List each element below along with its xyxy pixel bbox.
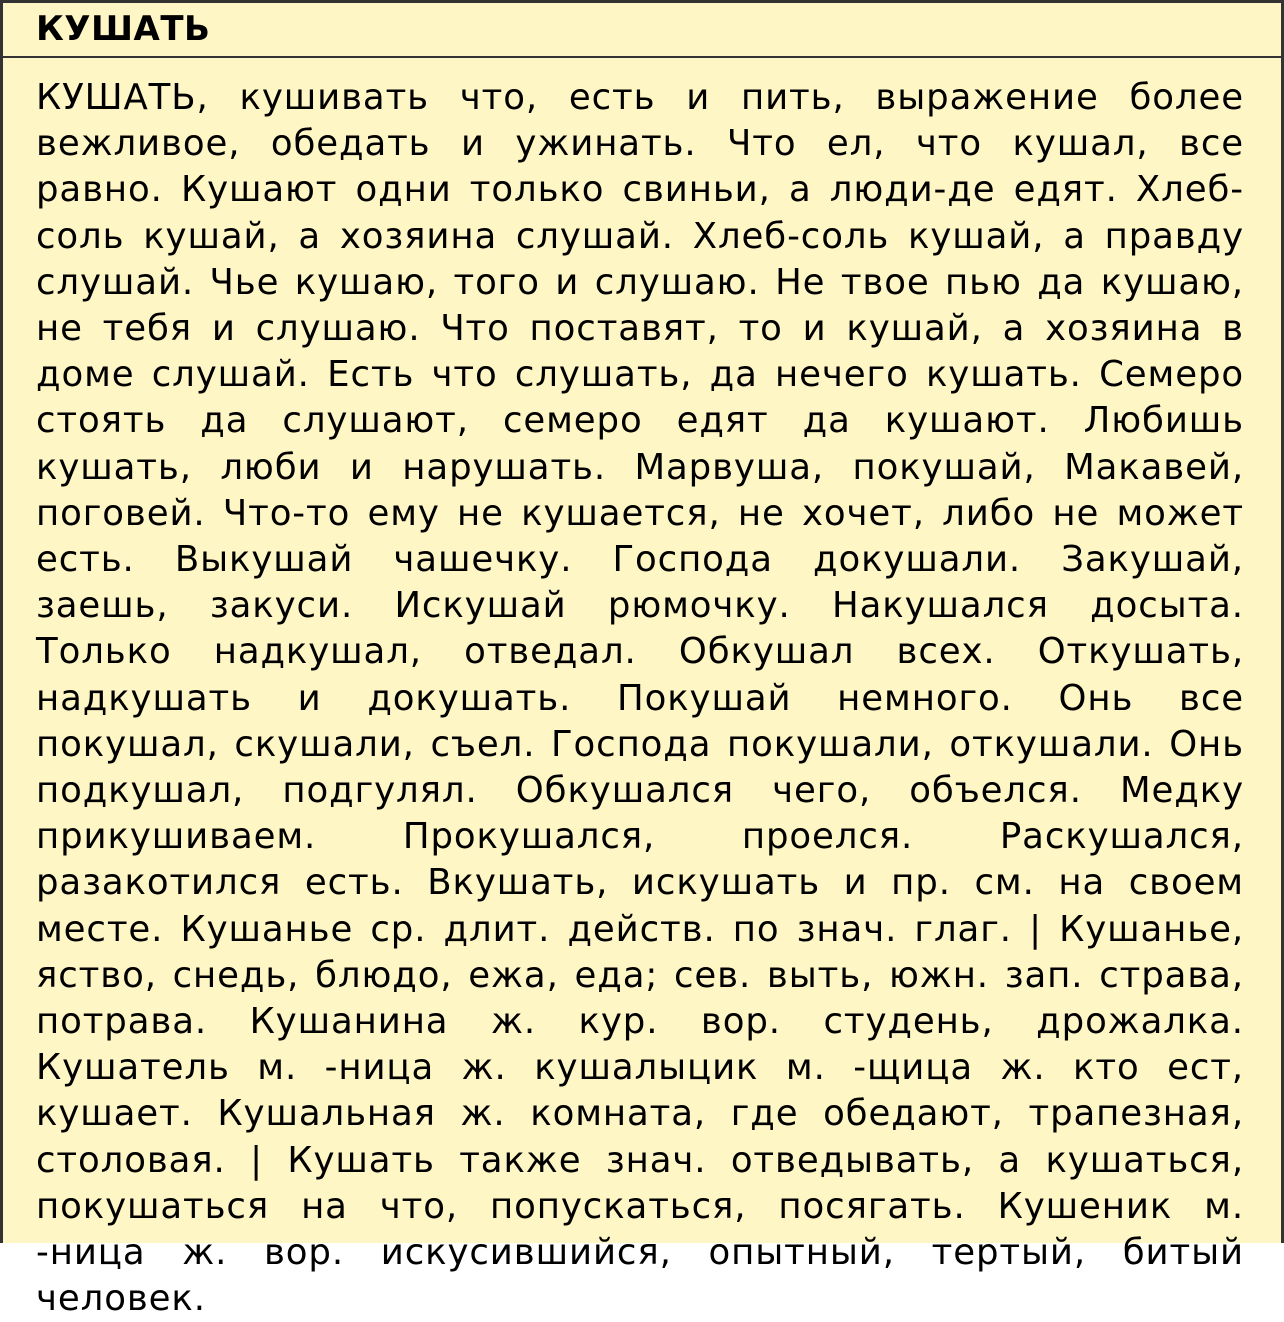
- entry-definition-text: КУШАТЬ, кушивать что, есть и пить, выражение более вежливое, обедать и ужинать. Что ел, что кушал, все равно. Кушают одни только свиньи, а люди-де едят. Хлеб-соль кушай, а хозяина слушай. Хлеб-соль кушай, а правду слушай. Чье кушаю, того и слушаю. Не твое пью да кушаю, не тебя и слушаю. Что поставят, то и кушай, а хозяина в доме слушай. Есть что слушать, да нечего кушать. Семеро стоять да слушают, семеро едят да кушают. Любишь кушать, люби и нарушать. Марвуша, покушай, Макавей, поговей. Что-то ему не кушается, не хочет, либо не может есть. Выкушай чашечку. Господа докушали. Закушай, заешь, закуси. Искушай рюмочку. Накушался досыта. Только надкушал, отведал. Обкушал всех. Откушать, надкушать и докушать. Покушай немного. Онь все покушал, скушали, съел. Господа покушали, откушали. Онь подкушал, подгулял. Обкушался чего, объелся. Медку прикушиваем. Прокушался, проелся. Раскушался, разакотился есть. Вкушать, искушать и пр. см. на своем месте. Кушанье ср. длит. действ. по знач. глаг. | Кушанье, яство, снедь, блюдо, ежа, еда; сев. выть, южн. зап. страва, потрава. Кушанина ж. кур. вор. студень, дрожалка. Кушатель м. -ница ж. кушалыцик м. -щица ж. кто ест, кушает. Кушальная ж. комната, где обедают, трапезная, столовая. | Кушать также знач. отведывать, а кушаться, покушаться на что, попускаться, посягать. Кушеник м. -ница ж. вор. искусившийся, опытный, тертый, битый человек.: [36, 77, 1244, 1320]
- entry-title: КУШАТЬ: [36, 9, 211, 49]
- entry-header: [3, 3, 1281, 58]
